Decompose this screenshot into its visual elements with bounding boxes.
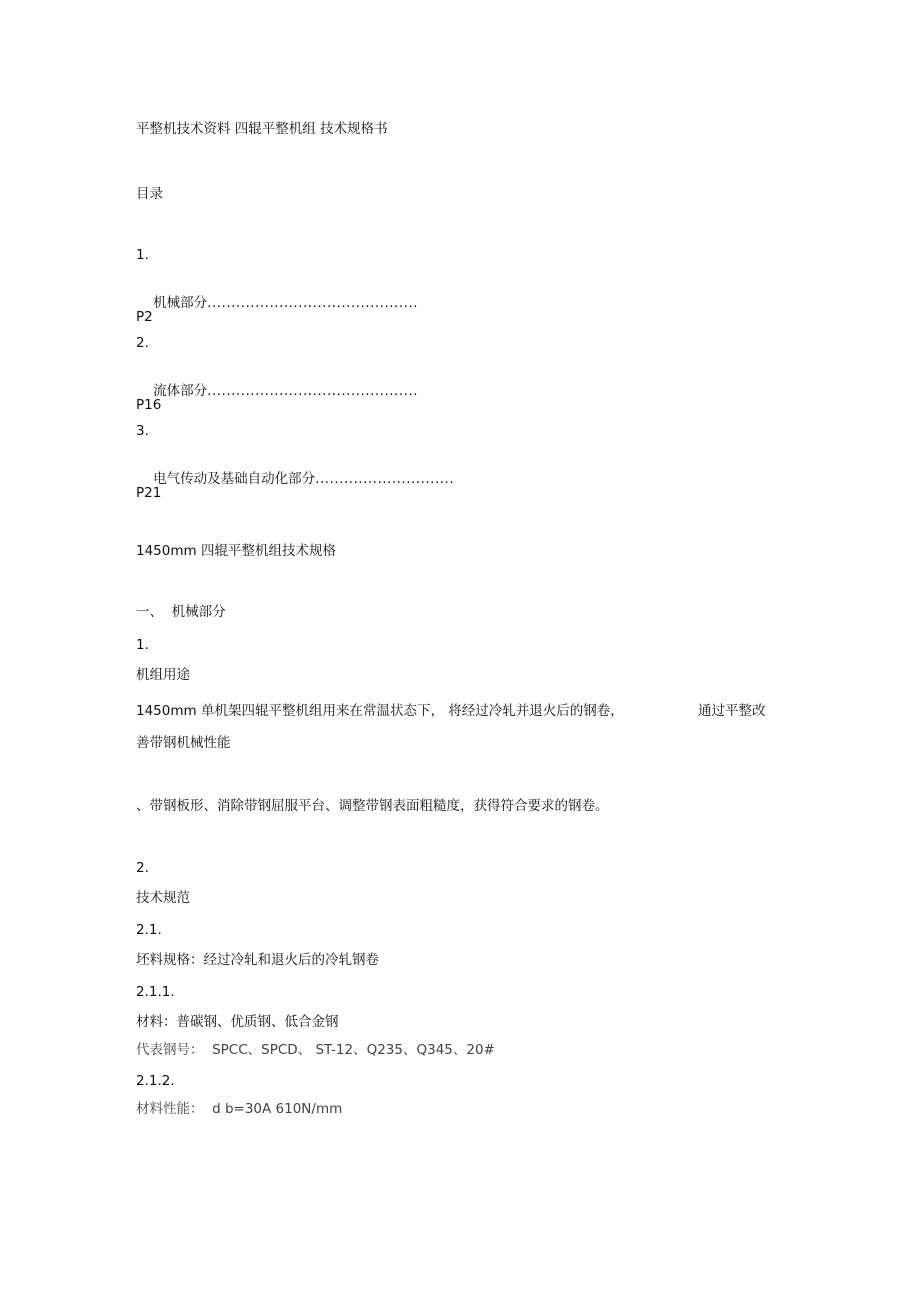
section-1-heading: 一、 机械部分 [136, 604, 226, 620]
document-title: 平整机技术资料 四辊平整机组 技术规格书 [136, 121, 388, 137]
toc-entry-2-page: P16 [136, 397, 162, 413]
toc-entry-3-label: 电气传动及基础自动化部分 [153, 471, 316, 487]
toc-entry-1-number: 1. [136, 247, 149, 263]
subitem-2-1-1-number: 2.1.1. [136, 984, 175, 1000]
material-properties-line: 材料性能： d b=30A 610N/mm [136, 1101, 343, 1117]
toc-entry-1[interactable] [136, 276, 418, 330]
toc-entry-2-leader: ............................................ [207, 383, 418, 399]
item-1-paragraph-part1: 1450mm 单机架四辊平整机组用来在常温状态下， 将经过冷轧并退火后的钢卷， [136, 703, 624, 719]
spec-title: 1450mm 四辊平整机组技术规格 [136, 543, 336, 559]
toc-entry-2[interactable] [136, 364, 418, 418]
toc-entry-1-label: 机械部分 [153, 295, 208, 311]
steel-grades-line: 代表钢号： SPCC、SPCD、 ST-12、Q235、Q345、20# [136, 1042, 495, 1058]
subitem-2-1-2-number: 2.1.2. [136, 1073, 175, 1089]
toc-entry-3-page: P21 [136, 485, 162, 501]
subitem-2-1-number: 2.1. [136, 922, 162, 938]
item-1-paragraph-line3: 、带钢板形、消除带钢屈服平台、调整带钢表面粗糙度，获得符合要求的钢卷。 [136, 798, 609, 814]
item-2-label: 技术规范 [136, 890, 190, 906]
toc-entry-3-leader: ............................. [315, 471, 455, 487]
toc-entry-2-label: 流体部分 [153, 383, 208, 399]
toc-entry-3-number: 3. [136, 423, 149, 439]
toc-entry-2-number: 2. [136, 335, 149, 351]
item-2-number: 2. [136, 860, 149, 876]
item-1-label: 机组用途 [136, 667, 190, 683]
toc-heading: 目录 [136, 186, 163, 202]
subitem-2-1-1-text: 材料：普碳钢、优质钢、低合金钢 [136, 1014, 339, 1030]
item-1-number: 1. [136, 637, 149, 653]
toc-entry-1-leader: ............................................ [207, 295, 418, 311]
subitem-2-1-text: 坯料规格：经过冷轧和退火后的冷轧钢卷 [136, 952, 379, 968]
toc-entry-3[interactable] [136, 452, 454, 506]
item-1-paragraph-part2: 通过平整改 [698, 703, 766, 719]
item-1-paragraph-line2: 善带钢机械性能 [136, 735, 231, 751]
toc-entry-1-page: P2 [136, 309, 153, 325]
